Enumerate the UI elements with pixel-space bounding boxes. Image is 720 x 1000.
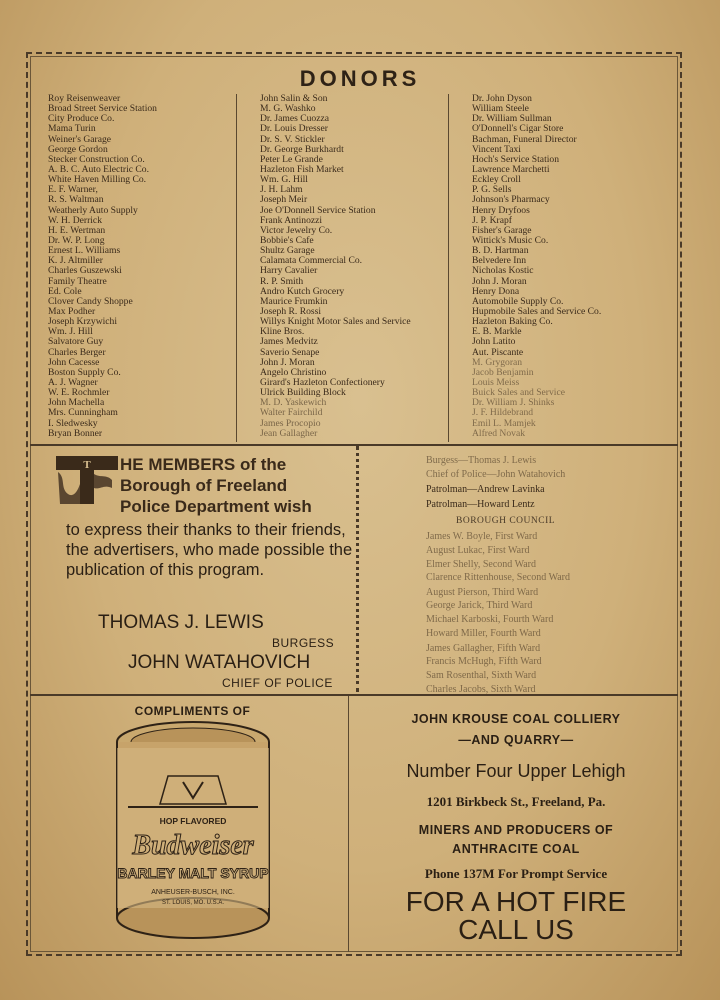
donor-name: John J. Moran — [472, 275, 527, 287]
council-member: Francis McHugh, Fifth Ward — [426, 656, 542, 667]
council-member: James Gallagher, Fifth Ward — [426, 643, 541, 654]
donor-name: Belvedere Inn — [472, 255, 527, 267]
donor-name: Dr. George Burkhardt — [260, 143, 344, 155]
donor-name: Weiner's Garage — [48, 133, 112, 145]
donor-name: Girard's Hazleton Confectionery — [260, 376, 385, 388]
donor-name: Ulrick Building Block — [260, 387, 346, 399]
can-top-text: HOP FLAVORED — [159, 816, 227, 826]
budweiser-can-illustration — [108, 718, 278, 944]
donor-name: Fisher's Garage — [472, 224, 532, 236]
official-burgess: Burgess—Thomas J. Lewis — [426, 455, 537, 466]
donor-name: Henry Dryfoos — [472, 204, 530, 216]
donor-name: Dr. John Dyson — [472, 93, 532, 104]
donor-name: White Haven Milling Co. — [48, 174, 147, 186]
donor-name: Boston Supply Co. — [48, 366, 121, 378]
official-patrolman-2: Patrolman—Howard Lentz — [426, 499, 535, 510]
donor-name: J. F. Hildebrand — [472, 407, 534, 419]
column-divider — [236, 94, 237, 442]
donor-name: Max Podher — [48, 305, 96, 317]
donor-name: R. P. Smith — [260, 275, 304, 287]
section-divider-vertical — [356, 446, 359, 692]
coal-and-quarry: —AND QUARRY— — [458, 733, 574, 747]
donor-name: E. B. Markle — [472, 326, 522, 338]
donor-name: George Gordon — [48, 143, 108, 155]
donor-name: William Steele — [472, 103, 529, 115]
donor-name: Wittick's Music Co. — [472, 234, 549, 246]
section-divider — [30, 694, 678, 696]
donor-name: John Machella — [48, 397, 105, 409]
donor-name: Family Theatre — [48, 275, 107, 287]
donor-name: W. H. Derrick — [48, 214, 102, 226]
council-member: James W. Boyle, First Ward — [426, 531, 538, 542]
donor-name: R. S. Waltman — [48, 194, 104, 206]
donor-name: City Produce Co. — [48, 113, 115, 125]
donor-name: Henry Dona — [472, 285, 520, 297]
council-member: Sam Rosenthal, Sixth Ward — [426, 670, 537, 681]
donor-name: A. J. Wagner — [48, 376, 98, 388]
donor-name: James Medvitz — [260, 336, 318, 348]
coal-phone: Phone 137M For Prompt Service — [424, 866, 608, 881]
can-city-text: ST. LOUIS, MO. U.S.A. — [161, 900, 225, 906]
donor-name: Hupmobile Sales and Service Co. — [472, 305, 602, 317]
donor-name: Angelo Christino — [260, 366, 327, 378]
column-divider — [448, 94, 449, 442]
coal-hot-fire: FOR A HOT FIRE — [405, 886, 627, 917]
council-member: Charles Jacobs, Sixth Ward — [426, 684, 536, 695]
coal-location: Number Four Upper Lehigh — [406, 761, 626, 781]
donor-name: E. F. Warner, — [48, 184, 98, 196]
donor-name: M. D. Yaskewich — [260, 397, 327, 409]
coal-address: 1201 Birkbeck St., Freeland, Pa. — [426, 794, 606, 809]
donor-name: Joseph R. Rossi — [260, 305, 322, 317]
members-body: to express their thanks to their friends, the advertisers, who made possible the publication of this program. — [66, 521, 353, 579]
donor-name: Buick Sales and Service — [472, 387, 565, 399]
members-line-3: Police Department wish — [120, 497, 312, 516]
donor-name: Eckley Croll — [472, 174, 521, 186]
donor-name: Harry Cavalier — [260, 265, 318, 277]
donor-name: Joseph Krzywichi — [48, 316, 118, 328]
donors-title: DONORS — [299, 66, 421, 91]
can-brand-text: Budweiser — [132, 830, 254, 861]
donor-name: Hazleton Baking Co. — [472, 316, 553, 328]
donor-name: Bobbie's Cafe — [260, 234, 314, 246]
donor-name: M. Grygoran — [472, 356, 523, 368]
donor-name: Wm. G. Hill — [260, 174, 308, 186]
donor-name: Automobile Supply Co. — [472, 295, 564, 307]
donor-name: Mama Turin — [48, 123, 96, 135]
donor-name: Aut. Piscante — [472, 346, 524, 358]
coal-company-name: JOHN KROUSE COAL COLLIERY — [411, 712, 621, 726]
donor-name: Bryan Bonner — [48, 427, 103, 439]
donor-name: John Cacesse — [48, 356, 100, 368]
donor-name: Dr. James Cuozza — [260, 113, 330, 125]
donor-name: H. E. Wertman — [48, 224, 106, 236]
coal-miners-producers: MINERS AND PRODUCERS OF — [418, 823, 614, 837]
donor-name: Salvatore Guy — [48, 336, 104, 348]
donor-name: Bachman, Funeral Director — [472, 133, 577, 145]
donor-name: John Latito — [472, 336, 516, 348]
dropcap-letter: T — [83, 459, 91, 471]
donor-name: Shultz Garage — [260, 245, 315, 257]
donors-column-2 — [260, 94, 411, 439]
council-member: Clarence Rittenhouse, Second Ward — [426, 572, 570, 583]
coal-call-us: CALL US — [458, 914, 574, 945]
donor-name: Weatherly Auto Supply — [48, 204, 138, 216]
donor-name: Walter Fairchild — [260, 407, 323, 419]
can-product-text: BARLEY MALT SYRUP — [117, 865, 269, 881]
donor-name: Roy Reisenweaver — [48, 93, 121, 104]
signature-title-burgess: BURGESS — [272, 636, 335, 650]
donor-name: O'Donnell's Cigar Store — [472, 123, 564, 135]
donor-name: James Procopio — [260, 417, 321, 429]
donor-name: Maurice Frumkin — [260, 295, 328, 307]
donor-name: John J. Moran — [260, 356, 315, 368]
donor-name: I. Sledwesky — [48, 417, 98, 429]
council-member: August Lukac, First Ward — [426, 545, 530, 556]
donor-name: Andro Kutch Grocery — [260, 285, 345, 297]
signature-name-chief: JOHN WATAHOVICH — [128, 652, 311, 673]
donor-name: Dr. Louis Dresser — [260, 123, 328, 135]
donor-name: Frank Antinozzi — [260, 214, 323, 226]
donor-name: Stecker Construction Co. — [48, 153, 145, 165]
donor-name: Charles Guszewski — [48, 265, 122, 277]
donor-name: Joseph Meir — [260, 194, 308, 206]
donors-column-1 — [48, 94, 157, 439]
donor-name: Ed. Cole — [48, 285, 82, 297]
signature-title-chief: CHIEF OF POLICE — [222, 676, 333, 690]
donor-name: Charles Berger — [48, 346, 106, 358]
donor-name: Emil L. Mamjek — [472, 417, 536, 429]
donor-name: Hoch's Service Station — [472, 153, 559, 165]
signature-name-burgess: THOMAS J. LEWIS — [98, 612, 264, 633]
donor-name: Calamata Commercial Co. — [260, 255, 363, 267]
donor-name: Jean Gallagher — [260, 427, 318, 439]
donor-name: Broad Street Service Station — [48, 103, 157, 115]
official-chief: Chief of Police—John Watahovich — [426, 469, 566, 480]
donor-name: Mrs. Cunningham — [48, 407, 118, 419]
donor-name: Louis Meiss — [472, 376, 520, 388]
council-member: Michael Karboski, Fourth Ward — [426, 614, 554, 625]
donor-name: J. H. Lahm — [260, 184, 303, 196]
donor-name: Kline Bros. — [260, 326, 305, 338]
ad-divider — [348, 696, 349, 952]
donor-name: Alfred Novak — [472, 427, 526, 439]
donor-name: M. G. Washko — [260, 103, 316, 115]
council-member: Elmer Shelly, Second Ward — [426, 559, 537, 570]
donor-name: P. G. Sells — [472, 184, 512, 196]
council-member: August Pierson, Third Ward — [426, 587, 539, 598]
can-maker-text: ANHEUSER-BUSCH, INC. — [151, 889, 235, 896]
donor-name: Victor Jewelry Co. — [260, 224, 333, 236]
donor-name: Peter Le Grande — [260, 153, 323, 165]
donor-name: Clover Candy Shoppe — [48, 295, 133, 307]
council-member: Howard Miller, Fourth Ward — [426, 628, 541, 639]
compliments-header: COMPLIMENTS OF — [134, 704, 251, 718]
donor-name: Nicholas Kostic — [472, 265, 534, 277]
borough-council-title: BOROUGH COUNCIL — [456, 516, 556, 526]
donor-name: J. P. Krapf — [472, 214, 512, 226]
donor-name: Ernest L. Williams — [48, 245, 121, 257]
donor-name: Wm. J. Hill — [48, 326, 93, 338]
coal-anthracite: ANTHRACITE COAL — [452, 842, 580, 856]
donor-name: Willys Knight Motor Sales and Service — [260, 316, 411, 328]
donor-name: John Salin & Son — [260, 93, 328, 104]
donor-name: Hazleton Fish Market — [260, 163, 344, 175]
dropcap-t-ornament — [54, 454, 120, 506]
donor-name: Joe O'Donnell Service Station — [260, 204, 376, 216]
donor-name: Dr. William Sullman — [472, 113, 552, 125]
donor-name: Jacob Benjamin — [472, 366, 534, 378]
section-divider — [30, 444, 678, 446]
donor-name: Vincent Taxi — [472, 143, 521, 155]
members-line-2: Borough of Freeland — [120, 476, 288, 495]
donor-name: A. B. C. Auto Electric Co. — [48, 163, 149, 175]
donor-name: Saverio Senape — [260, 346, 320, 358]
council-member: George Jarick, Third Ward — [426, 600, 533, 611]
donor-name: Johnson's Pharmacy — [472, 194, 550, 206]
members-line-1: HE MEMBERS of the — [120, 455, 287, 474]
donor-name: Lawrence Marchetti — [472, 163, 550, 175]
donor-name: K. J. Altmiller — [48, 255, 103, 267]
donor-name: Dr. W. P. Long — [48, 234, 105, 246]
donor-name: Dr. William J. Shinks — [472, 397, 555, 409]
official-patrolman-1: Patrolman—Andrew Lavinka — [426, 484, 545, 495]
donors-column-3 — [472, 94, 601, 439]
donor-name: W. E. Rochmler — [48, 387, 110, 399]
donor-name: B. D. Hartman — [472, 245, 529, 257]
donor-name: Dr. S. V. Stickler — [260, 133, 325, 145]
